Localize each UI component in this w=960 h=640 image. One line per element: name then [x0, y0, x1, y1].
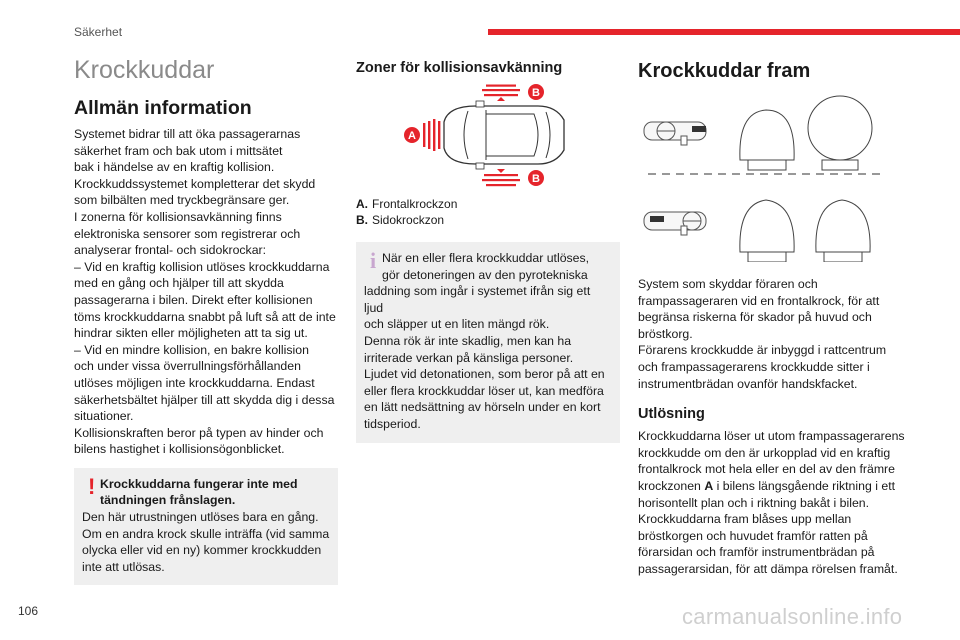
- warning-title: Krockkuddarna fungerar inte med: [100, 476, 298, 491]
- body-line: Krockkuddarna löser ut utom frampassagerarens: [638, 429, 905, 444]
- section-color-bar: [488, 29, 960, 35]
- body-line: Systemet bidrar till att öka passagerarnas: [74, 127, 301, 141]
- warning-line: Den här utrustningen utlöses bara en gång.: [82, 510, 319, 525]
- warning-line: olycka eller vid en ny) kommer krockkudden: [82, 543, 322, 558]
- body-line: och frampassagerarens krockkudde sitter i: [638, 359, 870, 374]
- body-line: förarsidan och framför instrumentbrädan på: [638, 545, 875, 560]
- deployment-body: [638, 428, 908, 577]
- body-line: frampassageraren vid en frontalkrock, för att: [638, 293, 880, 308]
- body-line: analyserar frontal- och sidokrockar:: [74, 243, 267, 258]
- airbag-driver-bottom: [740, 200, 794, 262]
- body-line: med en gång och hjälper till att skydda: [74, 276, 284, 291]
- body-line: passagerarna i bilen. Direkt efter kollisionen: [74, 292, 313, 307]
- front-zone-marks: [423, 119, 440, 151]
- warning-title: tändningen frånslagen.: [100, 493, 236, 508]
- body-line: frontalkrock mot hela eller en del av den främre: [638, 462, 895, 477]
- body-line: krockkudde om den är urkopplad vid en kraftig: [638, 445, 891, 460]
- body-line: elektroniska sensorer som registrerar och: [74, 226, 301, 241]
- section-label: Säkerhet: [74, 25, 123, 39]
- page-title: Krockkuddar: [74, 56, 215, 84]
- info-icon: i: [370, 248, 377, 273]
- body-line: töms krockkuddarna snabbt på luft så att de inte: [74, 309, 336, 324]
- body-line: instrumentbrädan ovanför handskfacket.: [638, 376, 858, 391]
- front-airbags-illustration: [638, 88, 888, 262]
- info-box: [356, 242, 620, 443]
- airbag-passenger-top: [808, 96, 872, 170]
- body-line: säkerhet fram och bak utom i mittsätet: [74, 143, 283, 158]
- car-top-view-icon: [444, 101, 564, 169]
- body-line: bilens hastighet i kollisionsögonblicket.: [74, 442, 285, 457]
- body-line: horisontellt plan och i riktning bakåt i bilen.: [638, 495, 870, 510]
- column-front-airbags: [638, 56, 908, 578]
- info-line: tidsperiod.: [364, 416, 421, 431]
- warning-icon: !: [88, 473, 96, 499]
- body-line: Krockkuddarna fram blåses upp mellan: [638, 512, 852, 527]
- airbag-passenger-bottom: [816, 200, 870, 262]
- info-line: Ljudet vid detonationen, som beror på att en: [364, 367, 605, 382]
- body-line: hindrar sikten eller möjligheten att ta sig ut.: [74, 326, 308, 341]
- dashboard-lhd-icon: [644, 122, 706, 145]
- side-zone-marks-top: [482, 85, 520, 102]
- info-line: irriterade verkan på känsliga personer.: [364, 350, 574, 365]
- airbag-figures-icon: [740, 96, 872, 262]
- body-line: utlöses möjligen inte krockkuddarna. Endast: [74, 375, 315, 390]
- watermark: carmanualsonline.info: [682, 604, 903, 629]
- info-line: Denna rök är inte skadlig, men kan ha: [364, 333, 572, 348]
- info-line: och släpper ut en liten mängd rök.: [364, 317, 550, 332]
- front-airbags-body: [638, 276, 908, 392]
- body-line: situationer.: [74, 409, 134, 424]
- info-line: När en eller flera krockkuddar utlöses,: [382, 251, 590, 265]
- diagram-legend: [356, 196, 620, 228]
- body-line: System som skyddar föraren och: [638, 277, 818, 291]
- body-line: Krockkuddssystemet kompletterar det skydd: [74, 176, 316, 191]
- info-line: gör detoneringen av den pyrotekniska: [382, 267, 588, 282]
- legend-item-a: A. Frontalkrockzon: [356, 197, 458, 211]
- general-info-body: [74, 126, 338, 458]
- body-line: bröstkorg.: [638, 326, 693, 341]
- zone-a-label: A: [408, 130, 416, 142]
- body-line: bak i händelse av en kraftig kollision.: [74, 160, 275, 175]
- body-line: och under vissa överrullningsförhållanden: [74, 359, 301, 374]
- front-airbags-heading: Krockkuddar fram: [638, 60, 811, 82]
- warning-line: Om en andra krock skulle inträffa (vid samma: [82, 526, 330, 541]
- warning-line: inte att utlösas.: [82, 559, 165, 574]
- column-general-info: [74, 56, 338, 585]
- body-line: passagerarsidan, för att dämpa rörelsen framåt.: [638, 561, 898, 576]
- legend-item-b: B. Sidokrockzon: [356, 213, 445, 227]
- body-line: – Vid en mindre kollision, en bakre kollision: [74, 342, 309, 357]
- body-line: – Vid en kraftig kollision utlöses krockkuddarna: [74, 259, 330, 274]
- deployment-heading: Utlösning: [638, 406, 705, 423]
- body-line-zone: krockzonen A i bilens längsgående riktning i ett: [638, 478, 896, 493]
- dashboard-rhd-icon: [644, 212, 706, 235]
- info-line: laddning som ingår i systemet ifrån sig ett ljud: [364, 284, 591, 315]
- info-line: en lätt nedsättning av hörseln under en kort: [364, 400, 601, 415]
- airbag-driver-top: [740, 110, 794, 170]
- body-line: bröstkorgen och huvudet framför ratten på: [638, 528, 868, 543]
- side-zone-marks-bottom: [482, 169, 520, 186]
- body-line: Kollisionskraften beror på typen av hinder och: [74, 425, 324, 440]
- general-info-heading: Allmän information: [74, 97, 252, 119]
- body-line: begränsa riskerna för skador på huvud och: [638, 310, 872, 325]
- zone-b-label-bottom: B: [532, 173, 540, 185]
- zone-b-label-top: B: [532, 87, 540, 99]
- warning-box: [74, 468, 338, 586]
- column-detection-zones: [356, 56, 620, 443]
- body-line: I zonerna för kollisionsavkänning finns: [74, 209, 282, 224]
- page-number: 106: [18, 604, 39, 618]
- detection-zones-heading: Zoner för kollisionsavkänning: [356, 60, 563, 76]
- collision-zones-diagram: [356, 84, 620, 188]
- body-line: Förarens krockkudde är inbyggd i rattcentrum: [638, 343, 887, 358]
- body-line: säkerhetsbältet hjälper till att skydda dig i dessa: [74, 392, 335, 407]
- body-line: som bilbälten med tryckbegränsare ger.: [74, 193, 290, 208]
- info-line: eller flera krockkuddar löser ut, kan medföra: [364, 383, 604, 398]
